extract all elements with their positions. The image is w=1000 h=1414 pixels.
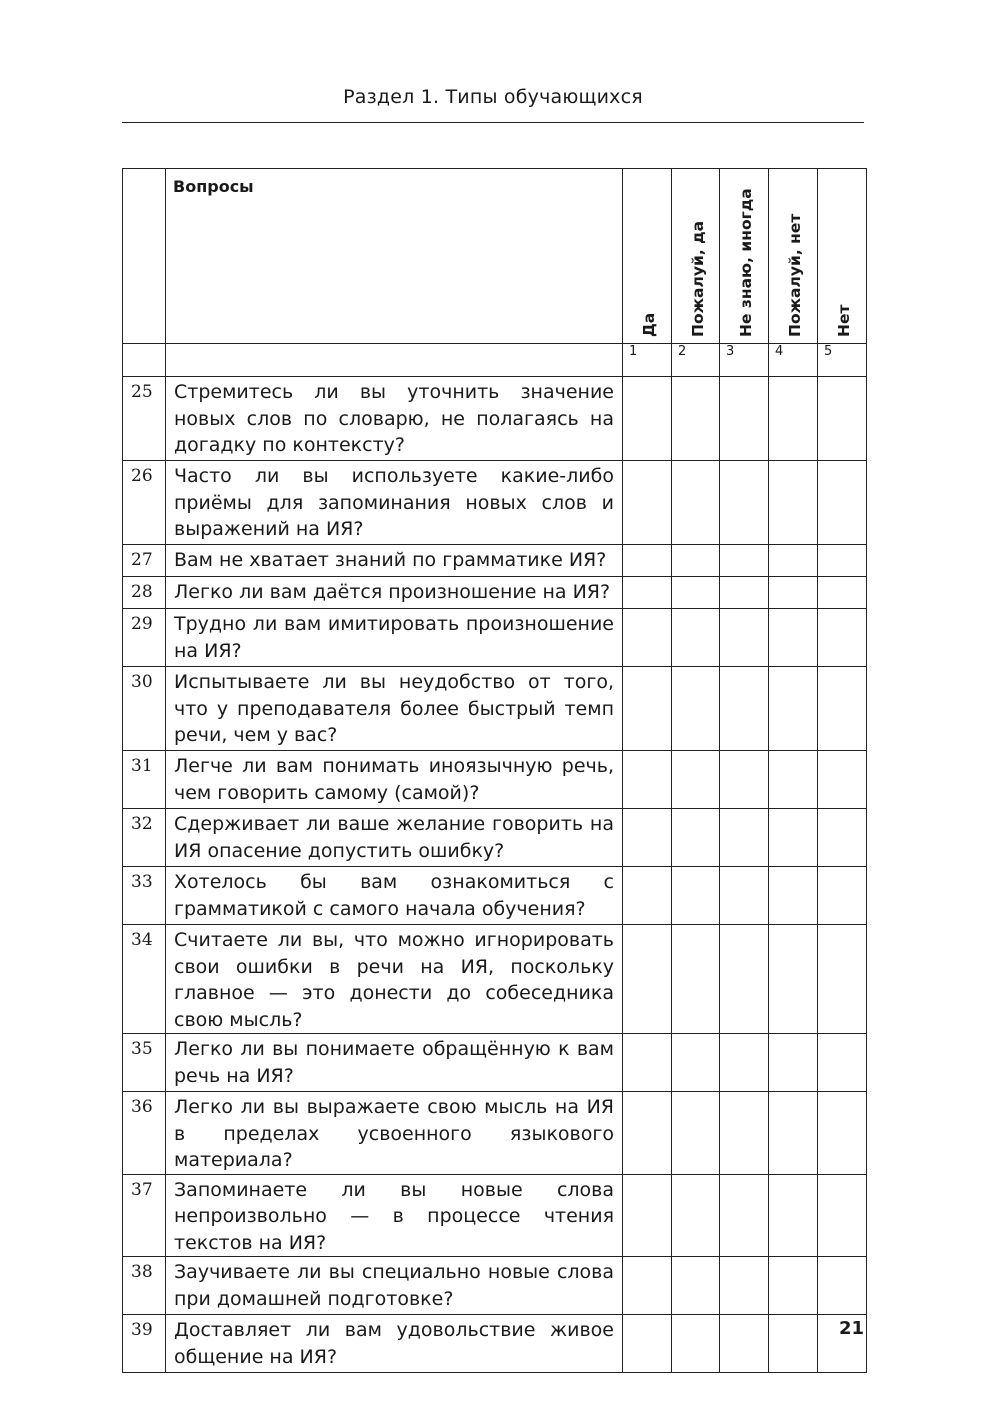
header-rule [122, 122, 864, 123]
question-row [123, 461, 867, 545]
question-text: Стремитесь ли вы уточнить значение новых слов по словарю, не полагаясь на догадку по контексту? [166, 377, 623, 461]
question-text: Хотелось бы вам ознакомиться с грамматикой с самого начала обучения? [166, 867, 623, 925]
question-text: Легко ли вам даётся произношение на ИЯ? [166, 577, 623, 609]
question-row [123, 809, 867, 867]
question-text: Легко ли вы понимаете обращённую к вам речь на ИЯ? [166, 1034, 623, 1092]
answer-cell[interactable] [623, 577, 672, 609]
question-text: Заучиваете ли вы специально новые слова при домашней подготовке? [166, 1257, 623, 1315]
answer-cell[interactable] [720, 809, 769, 867]
answer-cell[interactable] [769, 461, 818, 545]
answer-cell[interactable] [672, 867, 720, 925]
answer-cell[interactable] [769, 667, 818, 751]
answer-cell[interactable] [818, 545, 867, 577]
option-header-net [818, 169, 867, 344]
answer-cell[interactable] [672, 925, 720, 1034]
answer-cell[interactable] [623, 667, 672, 751]
answer-cell[interactable] [623, 1257, 672, 1315]
answer-cell[interactable] [720, 1034, 769, 1092]
answer-cell[interactable] [818, 667, 867, 751]
questionnaire-table [122, 168, 867, 1373]
answer-cell[interactable] [769, 609, 818, 667]
question-text: Сдерживает ли ваше желание говорить на ИЯ опасение допустить ошибку? [166, 809, 623, 867]
answer-cell[interactable] [818, 377, 867, 461]
answer-cell[interactable] [720, 1315, 769, 1373]
question-number: 26 [123, 461, 166, 545]
question-row [123, 867, 867, 925]
option-header-pozhaluy-da [672, 169, 720, 344]
question-number: 30 [123, 667, 166, 751]
running-head: Раздел 1. Типы обучающихся [343, 86, 643, 108]
answer-cell[interactable] [769, 1257, 818, 1315]
question-number: 32 [123, 809, 166, 867]
answer-cell[interactable] [769, 377, 818, 461]
option-label: Пожалуй, нет [786, 213, 804, 337]
question-text: Запоминаете ли вы новые слова непроизвольно — в процессе чтения текстов на ИЯ? [166, 1174, 623, 1257]
answer-cell[interactable] [769, 1092, 818, 1175]
option-number: 4 [769, 344, 818, 377]
answer-cell[interactable] [672, 1174, 720, 1257]
answer-cell[interactable] [623, 377, 672, 461]
answer-cell[interactable] [769, 577, 818, 609]
question-number: 29 [123, 609, 166, 667]
question-row [123, 609, 867, 667]
option-number: 3 [720, 344, 769, 377]
question-row [123, 1257, 867, 1315]
question-number: 25 [123, 377, 166, 461]
option-label: Нет [835, 304, 853, 337]
answer-cell[interactable] [720, 377, 769, 461]
answer-cell[interactable] [720, 667, 769, 751]
question-number: 27 [123, 545, 166, 577]
answer-cell[interactable] [769, 1034, 818, 1092]
answer-cell[interactable] [720, 867, 769, 925]
answer-cell[interactable] [623, 925, 672, 1034]
answer-cell[interactable] [672, 1092, 720, 1175]
answer-cell[interactable] [720, 545, 769, 577]
answer-cell[interactable] [720, 609, 769, 667]
question-number: 35 [123, 1034, 166, 1092]
option-number: 1 [623, 344, 672, 377]
question-text: Легко ли вы выражаете свою мысль на ИЯ в пределах усвоенного языкового материала? [166, 1092, 623, 1175]
question-number: 34 [123, 925, 166, 1034]
answer-cell[interactable] [769, 751, 818, 809]
question-text: Испытываете ли вы неудобство от того, что у преподавателя более быстрый темп речи, чем у вас? [166, 667, 623, 751]
question-number: 28 [123, 577, 166, 609]
option-number: 2 [672, 344, 720, 377]
answer-cell[interactable] [672, 609, 720, 667]
option-number: 5 [818, 344, 867, 377]
answer-cell[interactable] [672, 377, 720, 461]
question-row [123, 1315, 867, 1373]
answer-cell[interactable] [720, 1174, 769, 1257]
answer-cell[interactable] [623, 1174, 672, 1257]
option-header-pozhaluy-net [769, 169, 818, 344]
answer-cell[interactable] [623, 609, 672, 667]
option-header-da [623, 169, 672, 344]
answer-cell[interactable] [818, 1257, 867, 1315]
answer-cell[interactable] [720, 1092, 769, 1175]
answer-cell[interactable] [818, 577, 867, 609]
header-row [123, 169, 867, 344]
answer-cell[interactable] [623, 545, 672, 577]
answer-cell[interactable] [672, 809, 720, 867]
answer-cell[interactable] [818, 1174, 867, 1257]
page-number: 21 [838, 1318, 864, 1339]
question-row [123, 751, 867, 809]
question-text: Часто ли вы используете какие-либо приёмы для запоминания новых слов и выражений на ИЯ? [166, 461, 623, 545]
answer-cell[interactable] [720, 577, 769, 609]
answer-cell[interactable] [672, 1315, 720, 1373]
answer-cell[interactable] [623, 809, 672, 867]
answer-cell[interactable] [720, 1257, 769, 1315]
answer-cell[interactable] [672, 1257, 720, 1315]
answer-cell[interactable] [769, 925, 818, 1034]
answer-cell[interactable] [818, 461, 867, 545]
questions-header: Вопросы [166, 169, 623, 344]
option-header-ne-znayu [720, 169, 769, 344]
option-label: Не знаю, иногда [737, 188, 755, 337]
answer-cell[interactable] [623, 1034, 672, 1092]
question-row [123, 377, 867, 461]
answer-cell[interactable] [672, 577, 720, 609]
answer-cell[interactable] [818, 925, 867, 1034]
answer-cell[interactable] [720, 751, 769, 809]
answer-cell[interactable] [672, 751, 720, 809]
answer-cell[interactable] [818, 867, 867, 925]
question-text: Вам не хватает знаний по грамматике ИЯ? [166, 545, 623, 577]
answer-cell[interactable] [623, 867, 672, 925]
answer-cell[interactable] [672, 667, 720, 751]
answer-cell[interactable] [769, 1174, 818, 1257]
question-row [123, 545, 867, 577]
option-label: Пожалуй, да [688, 220, 707, 337]
answer-cell[interactable] [818, 751, 867, 809]
answer-cell[interactable] [769, 809, 818, 867]
question-number: 39 [123, 1315, 166, 1373]
header-num-cell [123, 169, 166, 344]
answer-cell[interactable] [623, 1092, 672, 1175]
question-row [123, 1174, 867, 1257]
empty-cell [166, 344, 623, 377]
answer-cell[interactable] [672, 461, 720, 545]
answer-cell[interactable] [623, 461, 672, 545]
question-row [123, 1092, 867, 1175]
answer-cell[interactable] [672, 545, 720, 577]
question-text: Считаете ли вы, что можно игнорировать свои ошибки в речи на ИЯ, поскольку главное — это донести до собеседника свою мысль? [166, 925, 623, 1034]
answer-cell[interactable] [818, 809, 867, 867]
question-row [123, 577, 867, 609]
empty-cell [123, 344, 166, 377]
question-row [123, 925, 867, 1034]
question-number: 37 [123, 1174, 166, 1257]
question-text: Доставляет ли вам удовольствие живое общение на ИЯ? [166, 1315, 623, 1373]
question-number: 36 [123, 1092, 166, 1175]
option-label: Да [640, 312, 658, 337]
question-number: 31 [123, 751, 166, 809]
answer-cell[interactable] [769, 867, 818, 925]
answer-cell[interactable] [720, 925, 769, 1034]
question-text: Трудно ли вам имитировать произношение на ИЯ? [166, 609, 623, 667]
question-row [123, 667, 867, 751]
answer-cell[interactable] [720, 461, 769, 545]
answer-cell[interactable] [623, 751, 672, 809]
answer-cell[interactable] [769, 545, 818, 577]
option-number-row [123, 344, 867, 377]
question-number: 38 [123, 1257, 166, 1315]
answer-cell[interactable] [818, 1092, 867, 1175]
answer-cell[interactable] [769, 1315, 818, 1373]
question-text: Легче ли вам понимать иноязычную речь, чем говорить самому (самой)? [166, 751, 623, 809]
question-row [123, 1034, 867, 1092]
answer-cell[interactable] [818, 609, 867, 667]
answer-cell[interactable] [818, 1034, 867, 1092]
question-number: 33 [123, 867, 166, 925]
answer-cell[interactable] [623, 1315, 672, 1373]
answer-cell[interactable] [672, 1034, 720, 1092]
